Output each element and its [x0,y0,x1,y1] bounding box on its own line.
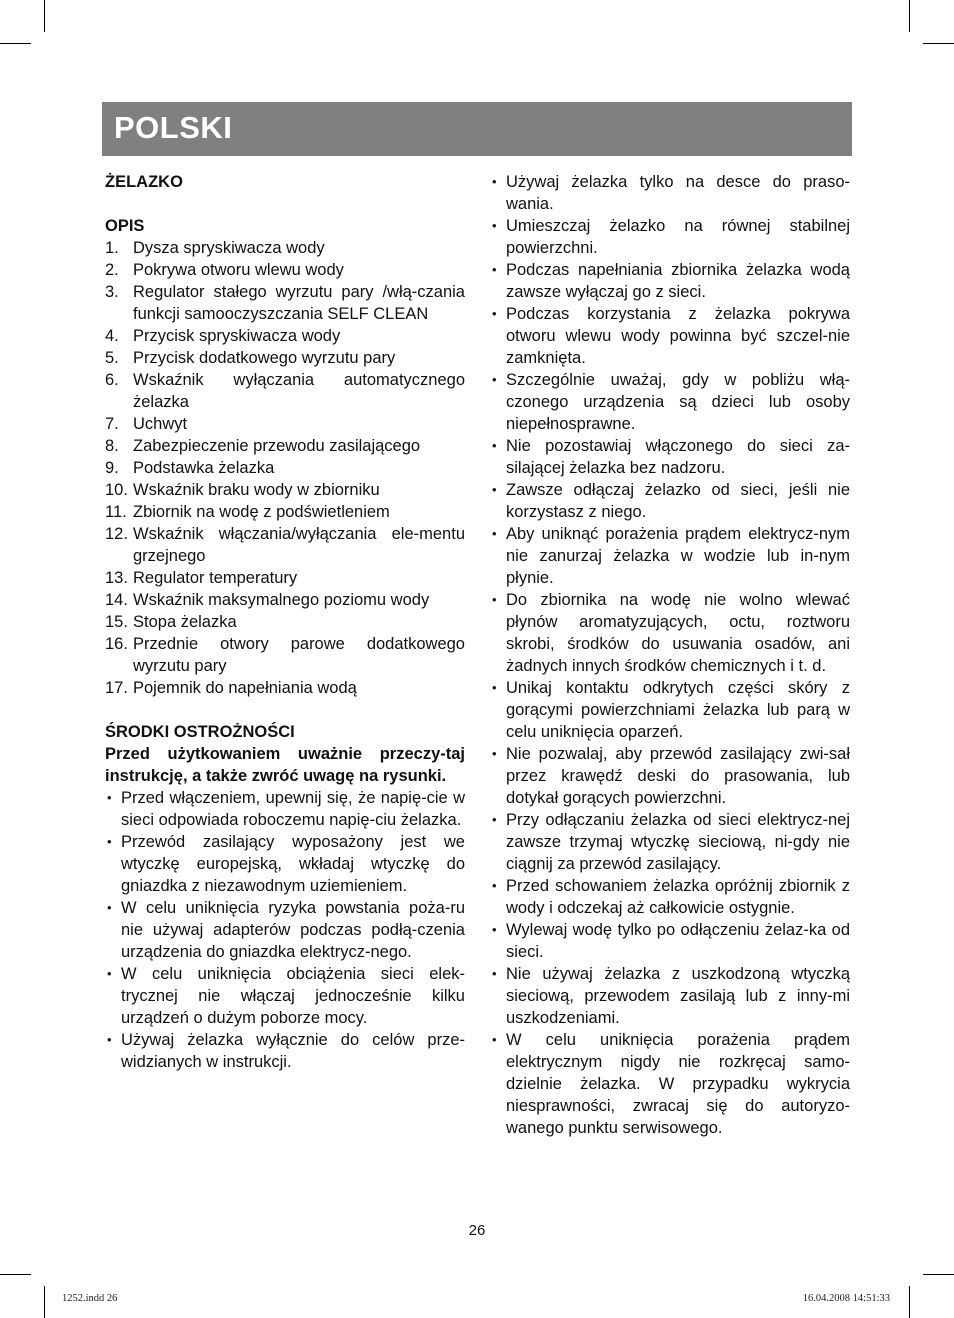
crop-mark [923,1274,954,1275]
item-text: Podstawka żelazka [133,459,275,477]
bullet-icon: • [492,306,497,321]
item-number: 1. [105,239,119,257]
product-title: ŻELAZKO [105,173,183,191]
list-item [105,589,465,611]
item-text: Wskaźnik maksymalnego poziomu wody [133,591,430,609]
list-item [105,963,465,1029]
list-item [490,963,850,1029]
crop-mark [0,43,31,44]
bullet-icon: • [492,680,497,695]
bullet-text: Aby uniknąć porażenia prądem elektrycz-nym nie zanurzaj żelazka w wodzie lub in-nym płynie. [506,525,850,587]
item-text: Wskaźnik włączania/wyłączania ele-mentu grzejnego [133,525,465,565]
list-item [490,303,850,369]
bullet-text: Szczególnie uważaj, gdy w pobliżu włą-czonego urządzenia są dzieci lub osoby niepełnosprawne. [506,371,850,433]
crop-mark [909,0,910,32]
item-text: Zabezpieczenie przewodu zasilającego [133,437,421,455]
list-item [490,523,850,589]
item-number: 2. [105,261,119,279]
list-item [105,325,465,347]
item-text: Stopa żelazka [133,613,237,631]
crop-mark [44,1286,45,1318]
bullet-icon: • [492,218,497,233]
bullet-icon: • [492,482,497,497]
bullet-icon: • [107,834,112,849]
bullet-text: Unikaj kontaktu odkrytych części skóry z gorącymi powierzchniami żelazka lub parą w celu uniknięcia oparzeń. [506,679,850,741]
bullet-icon: • [492,812,497,827]
item-number: 12. [105,525,128,543]
list-item [490,809,850,875]
list-item [105,787,465,831]
bullet-text: Przy odłączaniu żelazka od sieci elektrycz-nej zawsze trzymaj wtyczkę sieciową, ni-gdy nie ciągnij za przewód zasilający. [506,811,850,873]
crop-mark [923,43,954,44]
safety-list-right [490,171,850,1139]
list-item [105,897,465,963]
item-number: 3. [105,283,119,301]
bullet-text: Przewód zasilający wyposażony jest we wtyczkę europejską, wkładaj wtyczkę do gniazdka z niezawodnym uziemieniem. [121,833,465,895]
item-text: Dysza spryskiwacza wody [133,239,325,257]
list-item [105,435,465,457]
bullet-icon: • [492,262,497,277]
footer-datetime: 16.04.2008 14:51:33 [802,1293,890,1304]
item-text: Uchwyt [133,415,188,433]
item-text: Zbiornik na wodę z podświetleniem [133,503,390,521]
item-number: 5. [105,349,119,367]
bullet-text: Podczas korzystania z żelazka pokrywa otworu wlewu wody powinna być szczel-nie zamknięta. [506,305,850,367]
footer-file: 1252.indd 26 [62,1293,118,1304]
list-item [105,237,465,259]
item-text: Wskaźnik wyłączania automatycznego żelazka [133,371,465,411]
crop-mark [44,0,45,32]
list-item [490,259,850,303]
bullet-icon: • [492,966,497,981]
item-number: 17. [105,679,128,697]
bullet-icon: • [492,372,497,387]
list-item [105,523,465,567]
safety-heading: ŚRODKI OSTROŻNOŚCI [105,723,295,741]
list-item [105,457,465,479]
left-column [105,171,465,1073]
item-text: Przednie otwory parowe dodatkowego wyrzutu pary [133,635,465,675]
list-item [490,171,850,215]
list-item [490,875,850,919]
list-item [105,281,465,325]
item-number: 13. [105,569,128,587]
item-number: 9. [105,459,119,477]
item-number: 16. [105,635,128,653]
bullet-text: W celu uniknięcia porażenia prądem elektrycznym nigdy nie rozkręcaj samo-dzielnie żelazka. W przypadku wykrycia niesprawności, zwracaj się do autoryzo-wanego punktu serwisowego. [506,1031,850,1137]
bullet-text: W celu uniknięcia ryzyka powstania poża-ru nie używaj adapterów podczas podłą-czenia urządzenia do gniazdka elektrycz-nego. [121,899,465,961]
item-number: 14. [105,591,128,609]
item-text: Przycisk spryskiwacza wody [133,327,341,345]
item-text: Regulator stałego wyrzutu pary /włą-czania funkcji samooczyszczania SELF CLEAN [133,283,465,323]
bullet-text: Wylewaj wodę tylko po odłączeniu żelaz-ka od sieci. [506,921,850,961]
list-item [490,1029,850,1139]
right-column [490,171,850,1139]
list-item [105,567,465,589]
crop-mark [0,1274,31,1275]
list-item [105,677,465,699]
bullet-text: Przed schowaniem żelazka opróżnij zbiornik z wody i odczekaj aż całkowicie ostygnie. [506,877,850,917]
safety-list-left [105,787,465,1073]
item-text: Regulator temperatury [133,569,298,587]
bullet-icon: • [107,900,112,915]
list-item [105,369,465,413]
bullet-icon: • [492,746,497,761]
bullet-icon: • [492,592,497,607]
list-item [105,831,465,897]
list-item [490,435,850,479]
item-number: 8. [105,437,119,455]
bullet-icon: • [492,878,497,893]
bullet-text: Podczas napełniania zbiornika żelazka wodą zawsze wyłączaj go z sieci. [506,261,850,301]
bullet-text: Zawsze odłączaj żelazko od sieci, jeśli nie korzystasz z niego. [506,481,850,521]
description-heading: OPIS [105,217,145,235]
bullet-icon: • [492,174,497,189]
list-item [105,413,465,435]
list-item [490,479,850,523]
item-number: 10. [105,481,128,499]
bullet-text: Używaj żelazka wyłącznie do celów prze-widzianych w instrukcji. [121,1031,465,1071]
bullet-icon: • [492,438,497,453]
bullet-text: Nie używaj żelazka z uszkodzoną wtyczką sieciową, przewodem zasilają lub z inny-mi uszkodzeniami. [506,965,850,1027]
item-text: Przycisk dodatkowego wyrzutu pary [133,349,396,367]
bullet-icon: • [492,922,497,937]
list-item [490,589,850,677]
description-list [105,237,465,699]
item-number: 11. [105,503,127,521]
list-item [490,677,850,743]
item-number: 15. [105,613,128,631]
bullet-icon: • [492,1032,497,1047]
list-item [105,479,465,501]
list-item [490,369,850,435]
list-item [490,919,850,963]
list-item [490,743,850,809]
bullet-text: Nie pozostawiaj włączonego do sieci za-silającej żelazka bez nadzoru. [506,437,850,477]
bullet-icon: • [492,526,497,541]
bullet-icon: • [107,790,112,805]
bullet-text: Do zbiornika na wodę nie wolno wlewać płynów aromatyzujących, octu, roztworu skrobi, środków do usuwania osadów, ani żadnych innych środków chemicznych i t. d. [506,591,850,675]
bullet-text: Umieszczaj żelazko na równej stabilnej powierzchni. [506,217,850,257]
list-item [105,259,465,281]
bullet-text: Nie pozwalaj, aby przewód zasilający zwi-sał przez krawędź deski do prasowania, lub dotykał gorących powierzchni. [506,745,850,807]
item-number: 6. [105,371,119,389]
list-item [490,215,850,259]
item-number: 7. [105,415,119,433]
safety-intro: Przed użytkowaniem uważnie przeczy-taj instrukcję, a także zwróć uwagę na rysunki. [105,745,465,785]
bullet-text: W celu uniknięcia obciążenia sieci elek-trycznej nie włączaj jednocześnie kilku urządzeń o dużym poborze mocy. [121,965,465,1027]
language-banner [102,102,852,156]
item-text: Pojemnik do napełniania wodą [133,679,357,697]
item-text: Wskaźnik braku wody w zbiorniku [133,481,380,499]
bullet-text: Przed włączeniem, upewnij się, że napię-cie w sieci odpowiada roboczemu napię-ciu żelazka. [121,789,465,829]
list-item [105,347,465,369]
bullet-icon: • [107,966,112,981]
list-item [105,633,465,677]
list-item [105,1029,465,1073]
item-text: Pokrywa otworu wlewu wody [133,261,344,279]
banner-title: POLSKI [114,110,233,145]
list-item [105,501,465,523]
page-number: 26 [468,1222,486,1239]
crop-mark [909,1286,910,1318]
bullet-icon: • [107,1032,112,1047]
item-number: 4. [105,327,119,345]
bullet-text: Używaj żelazka tylko na desce do praso-wania. [506,173,850,213]
list-item [105,611,465,633]
